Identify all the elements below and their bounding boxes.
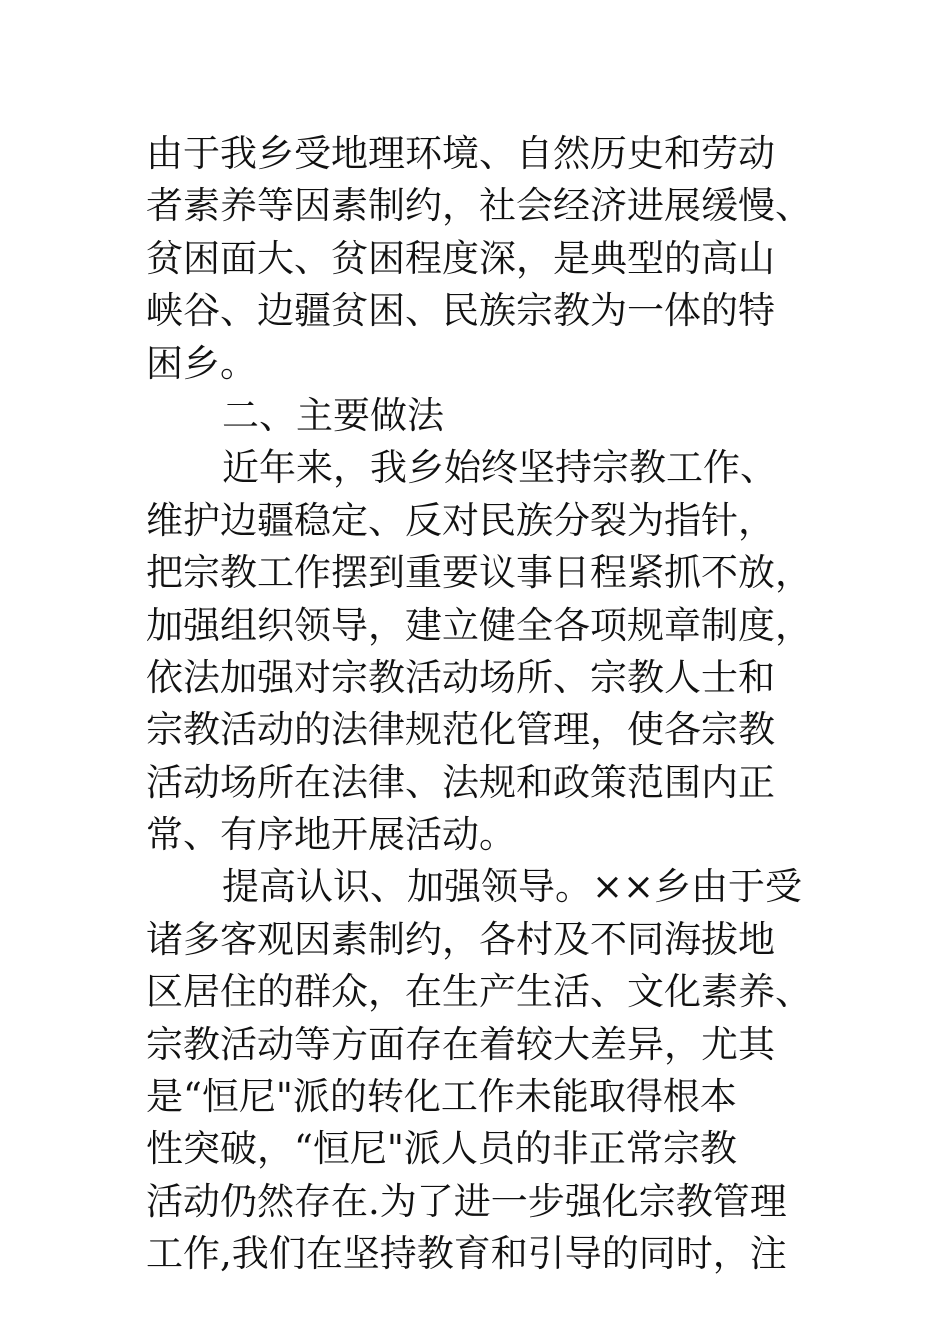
text-line: 者素养等因素制约，社会经济进展缓慢、	[146, 184, 812, 228]
text-line: 常、有序地开展活动。	[146, 813, 516, 857]
section-heading: 二、主要做法	[222, 393, 444, 437]
text-line: 依法加强对宗教活动场所、宗教人士和	[146, 655, 775, 699]
text-line: 区居住的群众，在生产生活、文化素养、	[146, 970, 812, 1014]
text-line: 峡谷、边疆贫困、民族宗教为一体的特	[146, 289, 775, 333]
paragraph-start: 近年来，我乡始终坚持宗教工作、	[222, 446, 777, 490]
text-line: 活动仍然存在.为了进一步强化宗教管理	[146, 1179, 787, 1223]
text-line: 贫困面大、贫困程度深，是典型的高山	[146, 236, 775, 280]
text-line: 加强组织领导，建立健全各项规章制度，	[146, 603, 812, 647]
text-line: 性突破，“恒尼"派人员的非正常宗教	[146, 1127, 737, 1171]
text-line: 工作,我们在坚持教育和引导的同时，注	[146, 1232, 787, 1276]
text-line: 活动场所在法律、法规和政策范围内正	[146, 760, 775, 804]
body-text	[146, 128, 846, 1281]
text-line: 把宗教工作摆到重要议事日程紧抓不放，	[146, 551, 812, 595]
paragraph-start: 提高认识、加强领导。××乡由于受	[222, 865, 803, 909]
text-line: 维护边疆稳定、反对民族分裂为指针，	[146, 498, 775, 542]
text-line: 困乡。	[146, 341, 257, 385]
text-line: 是“恒尼"派的转化工作未能取得根本	[146, 1075, 737, 1119]
text-line: 由于我乡受地理环境、自然历史和劳动	[146, 132, 775, 175]
text-line: 宗教活动的法律规范化管理，使各宗教	[146, 708, 775, 752]
text-line: 宗教活动等方面存在着较大差异，尤其	[146, 1022, 775, 1066]
text-line: 诸多客观因素制约，各村及不同海拔地	[146, 917, 775, 961]
